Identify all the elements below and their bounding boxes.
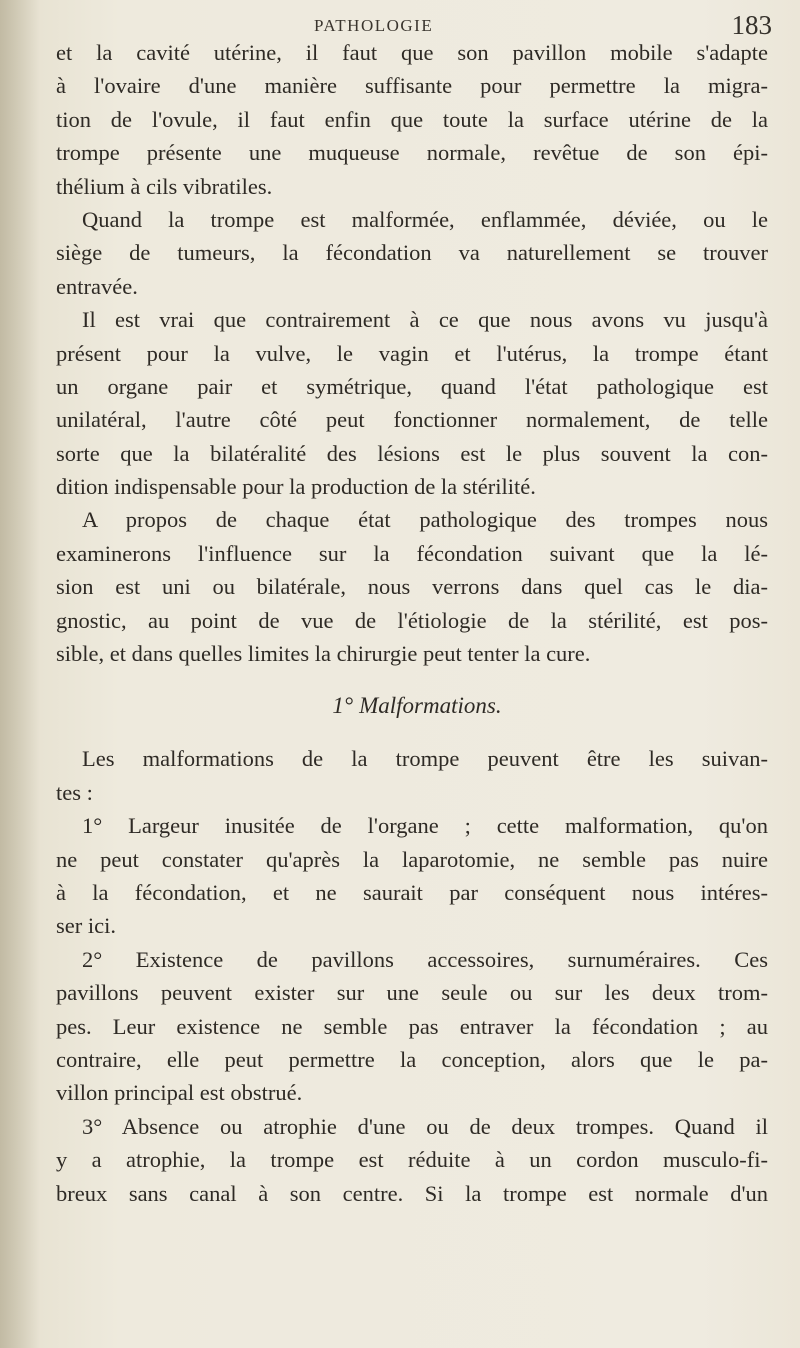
text-line: siège de tumeurs, la fécondation va naturellement se trouver: [56, 240, 768, 266]
running-title: PATHOLOGIE: [314, 16, 434, 35]
paragraphs-top: [56, 36, 768, 670]
text-line: trompe présente une muqueuse normale, revêtue de son épi-: [56, 140, 768, 166]
text-line: sion est uni ou bilatérale, nous verrons dans quel cas le dia-: [56, 574, 768, 600]
section-number: 1°: [332, 693, 354, 719]
body-text: [56, 36, 768, 1210]
page-number: 183: [731, 10, 772, 40]
text-line: pavillons peuvent exister sur une seule ou sur les deux trom-: [56, 980, 768, 1006]
text-line: et la cavité utérine, il faut que son pavillon mobile s'adapte: [56, 40, 768, 65]
text-line: unilatéral, l'autre côté peut fonctionner normalement, de telle: [56, 407, 768, 433]
text-line: breux sans canal à son centre. Si la trompe est normale d'un: [56, 1180, 768, 1206]
text-line: à l'ovaire d'une manière suffisante pour permettre la migra-: [56, 73, 768, 99]
text-line: Il est vrai que contrairement à ce que nous avons vu jusqu'à: [82, 307, 768, 333]
text-line: un organe pair et symétrique, quand l'état pathologique est: [56, 373, 768, 399]
text-line: sorte que la bilatéralité des lésions est le plus souvent la con-: [56, 440, 768, 466]
text-line: A propos de chaque état pathologique des trompes nous: [82, 507, 768, 533]
section-title: Malformations.: [359, 693, 502, 719]
text-line: 1° Largeur inusitée de l'organe ; cette malformation, qu'on: [82, 813, 768, 839]
text-line: gnostic, au point de vue de l'étiologie de la stérilité, est pos-: [56, 607, 768, 633]
text-line: tes :: [56, 779, 93, 805]
text-line: entravée.: [56, 273, 138, 299]
text-line: examinerons l'influence sur la fécondation suivant que la lé-: [56, 540, 768, 566]
binding-shadow: [0, 0, 40, 1348]
text-line: villon principal est obstrué.: [56, 1080, 303, 1106]
text-line: sible, et dans quelles limites la chirurgie peut tenter la cure.: [56, 641, 591, 667]
text-line: contraire, elle peut permettre la conception, alors que le pa-: [56, 1046, 768, 1072]
text-line: présent pour la vulve, le vagin et l'utérus, la trompe étant: [56, 340, 768, 366]
paragraphs-bottom: [56, 742, 768, 1209]
text-line: dition indispensable pour la production de la stérilité.: [56, 474, 536, 500]
text-line: Quand la trompe est malformée, enflammée, déviée, ou le: [82, 206, 768, 232]
text-line: 2° Existence de pavillons accessoires, surnuméraires. Ces: [82, 946, 768, 972]
text-line: ser ici.: [56, 913, 116, 939]
section-heading: [56, 686, 768, 726]
text-line: Les malformations de la trompe peuvent être les suivan-: [82, 746, 768, 772]
text-line: à la fécondation, et ne saurait par conséquent nous intéres-: [56, 879, 768, 905]
text-line: 3° Absence ou atrophie d'une ou de deux trompes. Quand il: [82, 1113, 768, 1139]
text-line: pes. Leur existence ne semble pas entraver la fécondation ; au: [56, 1013, 768, 1039]
text-line: y a atrophie, la trompe est réduite à un cordon musculo-fi-: [56, 1147, 768, 1173]
text-line: ne peut constater qu'après la laparotomie, ne semble pas nuire: [56, 846, 768, 872]
text-line: thélium à cils vibratiles.: [56, 173, 273, 199]
text-line: tion de l'ovule, il faut enfin que toute la surface utérine de la: [56, 106, 768, 132]
